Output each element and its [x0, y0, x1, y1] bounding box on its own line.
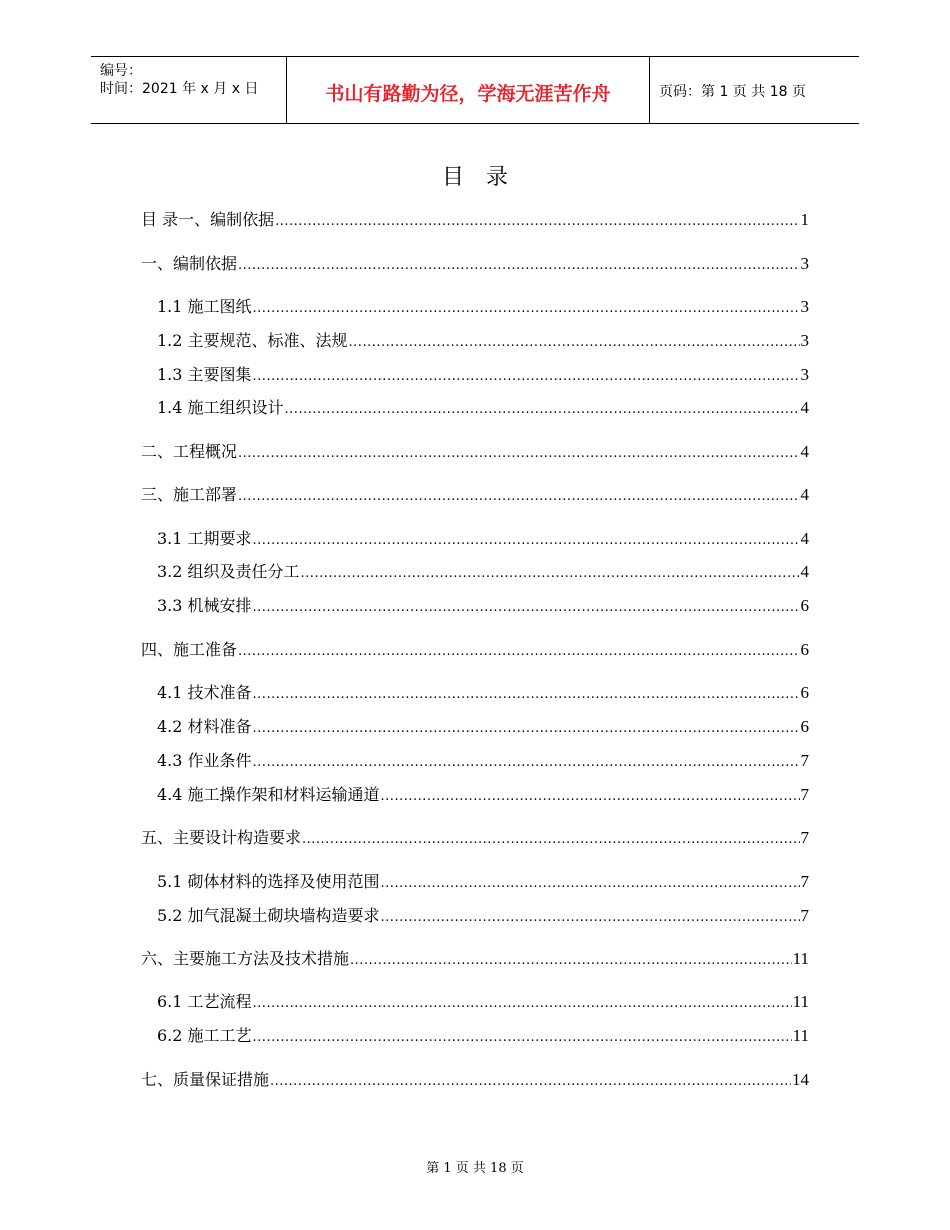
toc-entry-label: 4.3 作业条件 — [157, 751, 252, 770]
toc-entry[interactable] — [157, 561, 809, 583]
toc-entry[interactable] — [157, 784, 809, 806]
toc-entry-label: 6.1 工艺流程 — [157, 992, 252, 1011]
toc-entry-page: 7 — [800, 828, 809, 847]
toc-entry-page: 6 — [800, 596, 809, 615]
toc-entry-label: 6.2 施工工艺 — [157, 1026, 252, 1045]
toc-leader-dots — [270, 1071, 791, 1093]
toc-entry-label: 四、施工准备 — [141, 640, 238, 659]
toc-entry[interactable] — [141, 827, 809, 849]
toc-entry-page: 7 — [800, 906, 809, 925]
toc-leader-dots — [253, 298, 800, 320]
toc-entry-label: 5.2 加气混凝土砌块墙构造要求 — [157, 906, 380, 925]
toc-title — [0, 160, 950, 191]
toc-leader-dots — [253, 1027, 792, 1049]
toc-leader-dots — [238, 255, 799, 277]
toc-entry[interactable] — [157, 364, 809, 386]
toc-entry-label: 3.1 工期要求 — [157, 529, 252, 548]
header-motto: 书山有路勤为径，学海无涯苦作舟 — [325, 83, 611, 105]
header-page-number: 页码：第 1 页 共 18 页 — [659, 84, 806, 100]
toc-leader-dots — [285, 399, 800, 421]
toc-entry-label: 1.3 主要图集 — [157, 365, 252, 384]
toc-entry[interactable] — [141, 639, 809, 661]
header-page-cell — [650, 57, 859, 123]
toc-entry-label: 三、施工部署 — [141, 485, 238, 504]
toc-leader-dots — [253, 993, 792, 1015]
toc-leader-dots — [381, 873, 800, 895]
toc-entry-page: 7 — [800, 872, 809, 891]
toc-entry[interactable] — [157, 1025, 809, 1047]
toc-entry[interactable] — [157, 682, 809, 704]
page-footer: 第 1 页 共 18 页 — [426, 1161, 524, 1176]
toc-entry[interactable] — [157, 905, 809, 927]
toc-entry-label: 5.1 砌体材料的选择及使用范围 — [157, 872, 380, 891]
toc-leader-dots — [253, 718, 800, 740]
toc-entry[interactable] — [157, 296, 809, 318]
toc-leader-dots — [350, 950, 792, 972]
toc-entry[interactable] — [141, 209, 809, 231]
toc-entry[interactable] — [157, 397, 809, 419]
toc-leader-dots — [302, 829, 799, 851]
toc-entry-label: 4.4 施工操作架和材料运输通道 — [157, 785, 380, 804]
toc-leader-dots — [301, 563, 800, 585]
toc-leader-dots — [238, 443, 799, 465]
toc-entry-label: 五、主要设计构造要求 — [141, 828, 302, 847]
toc-entry-page: 6 — [800, 717, 809, 736]
toc-entry[interactable] — [141, 1069, 809, 1091]
toc-leader-dots — [275, 211, 799, 233]
toc-entry-page: 4 — [800, 562, 809, 581]
toc-entry-label: 二、工程概况 — [141, 442, 238, 461]
toc-entry-page: 7 — [800, 785, 809, 804]
toc-entry[interactable] — [157, 330, 809, 352]
toc-leader-dots — [349, 332, 800, 354]
page-header — [91, 56, 859, 124]
toc-entry[interactable] — [157, 871, 809, 893]
toc-leader-dots — [253, 684, 800, 706]
toc-leader-dots — [253, 366, 800, 388]
toc-entry-label: 3.2 组织及责任分工 — [157, 562, 300, 581]
toc-entry[interactable] — [141, 484, 809, 506]
toc-entry-page: 11 — [792, 992, 809, 1011]
toc-entry[interactable] — [141, 441, 809, 463]
toc-title-left: 目 — [441, 165, 464, 190]
toc-entry-label: 1.2 主要规范、标准、法规 — [157, 331, 348, 350]
header-motto-cell — [287, 57, 650, 123]
toc-leader-dots — [253, 597, 800, 619]
toc-leader-dots — [253, 530, 800, 552]
toc-entry-label: 六、主要施工方法及技术措施 — [141, 949, 350, 968]
toc-entry[interactable] — [141, 253, 809, 275]
toc-leader-dots — [238, 486, 799, 508]
toc-entry-label: 一、编制依据 — [141, 254, 238, 273]
toc-entry[interactable] — [157, 528, 809, 550]
toc-entry-page: 4 — [800, 398, 809, 417]
toc-entry[interactable] — [157, 991, 809, 1013]
toc-entry-label: 1.1 施工图纸 — [157, 297, 252, 316]
toc-title-right: 录 — [486, 165, 509, 190]
toc-entry-label: 3.3 机械安排 — [157, 596, 252, 615]
toc-leader-dots — [381, 786, 800, 808]
toc-entry-page: 11 — [792, 949, 809, 968]
toc-entry-page: 6 — [800, 640, 809, 659]
toc-entry-label: 4.2 材料准备 — [157, 717, 252, 736]
toc-entry-page: 3 — [800, 297, 809, 316]
document-number-label: 编号： — [100, 63, 142, 79]
toc-entry-page: 4 — [800, 442, 809, 461]
toc-leader-dots — [238, 641, 799, 663]
toc-entry-page: 3 — [800, 365, 809, 384]
toc-entry-page: 4 — [800, 529, 809, 548]
toc-entry[interactable] — [157, 716, 809, 738]
toc-entry-page: 4 — [800, 485, 809, 504]
toc-entry-label: 4.1 技术准备 — [157, 683, 252, 702]
toc-entry-page: 3 — [800, 331, 809, 350]
toc-entry-page: 3 — [800, 254, 809, 273]
toc-leader-dots — [381, 907, 800, 929]
toc-entry-label: 1.4 施工组织设计 — [157, 398, 284, 417]
toc-entry-page: 1 — [800, 210, 809, 229]
toc-leader-dots — [253, 752, 800, 774]
toc-entry-page: 6 — [800, 683, 809, 702]
toc-entry[interactable] — [141, 948, 809, 970]
document-time-label: 时间：2021 年 x 月 x 日 — [100, 81, 259, 97]
toc-entry-page: 7 — [800, 751, 809, 770]
toc-entry-page: 11 — [792, 1026, 809, 1045]
header-info-cell — [91, 57, 287, 123]
toc-entry-label: 七、质量保证措施 — [141, 1070, 270, 1089]
toc-entry-page: 14 — [792, 1070, 809, 1089]
toc-entry[interactable] — [157, 750, 809, 772]
toc-entry[interactable] — [157, 595, 809, 617]
toc-entry-label: 目 录一、编制依据 — [141, 210, 275, 229]
